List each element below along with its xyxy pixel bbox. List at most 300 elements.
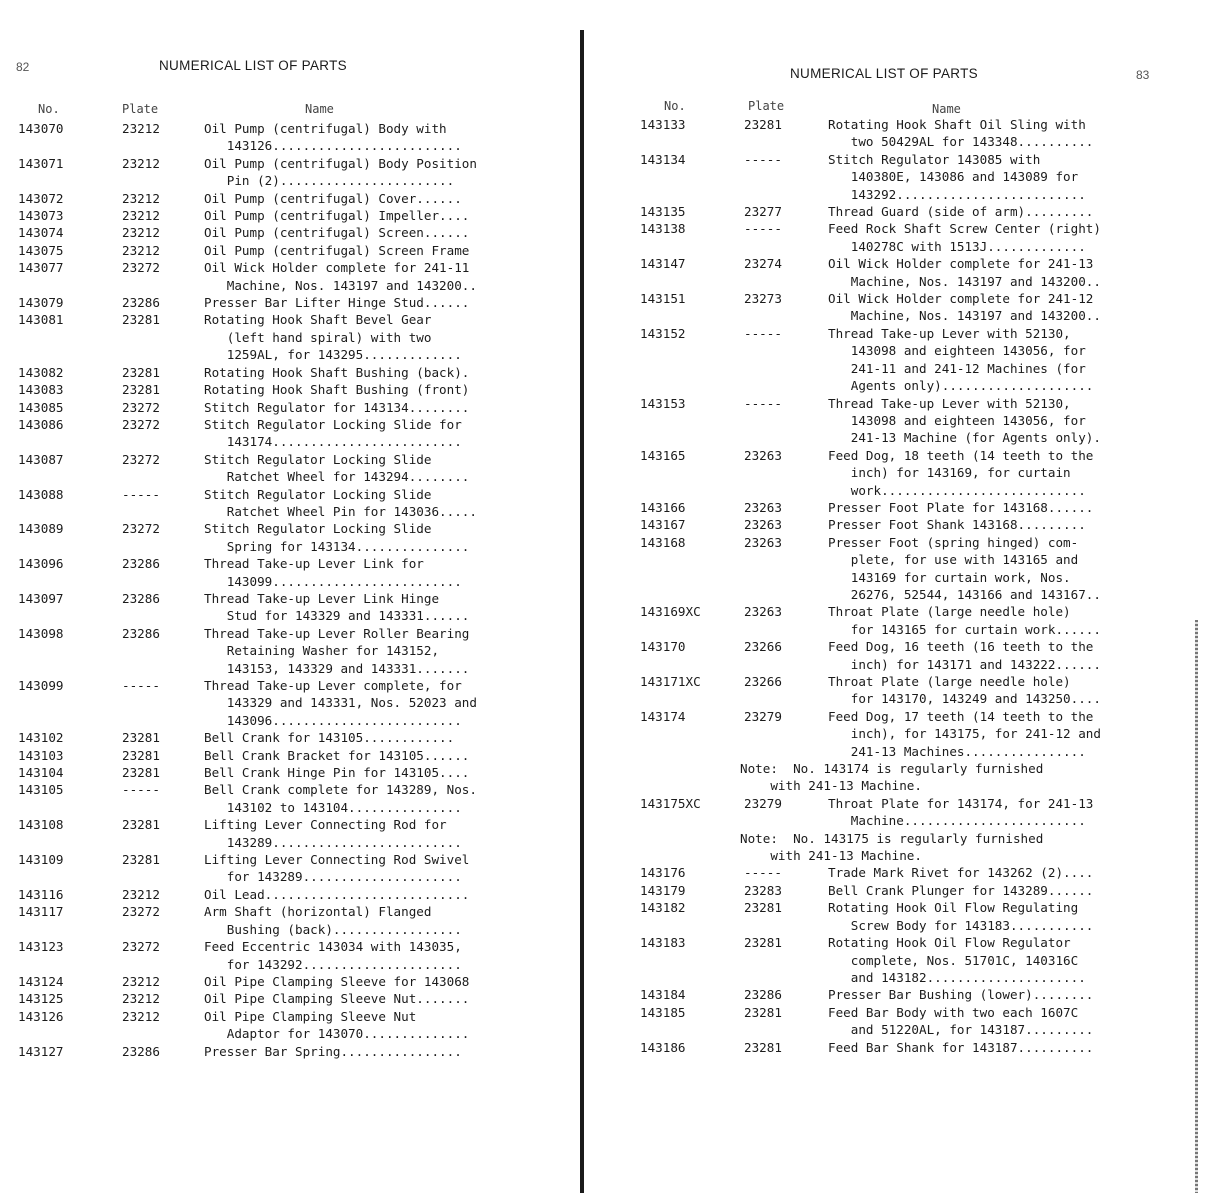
part-row — [18, 294, 477, 311]
part-name — [828, 325, 1101, 395]
part-name — [204, 903, 477, 938]
left-page — [0, 0, 575, 1193]
part-name — [204, 781, 477, 816]
part-row — [640, 290, 1101, 325]
plate-number: 23281 — [122, 817, 160, 833]
part-name-line: Rotating Hook Oil Flow Regulator — [828, 935, 1071, 951]
part-name-line: Ratchet Wheel Pin for 143036..... — [204, 503, 477, 519]
part-row — [18, 590, 477, 625]
part-name — [204, 973, 477, 990]
plate-number: 23273 — [744, 291, 782, 307]
part-number: 143176 — [640, 865, 686, 881]
part-number: 143073 — [18, 208, 64, 224]
part-number: 143086 — [18, 416, 64, 432]
part-name — [828, 534, 1101, 604]
part-row — [640, 516, 1101, 533]
part-name-line: Screw Body for 143183........... — [828, 917, 1094, 933]
part-name-line: (left hand spiral) with two — [204, 329, 432, 345]
plate-number: ----- — [744, 325, 782, 341]
part-number: 143087 — [18, 451, 64, 467]
part-number: 143097 — [18, 590, 64, 606]
part-name-line: Arm Shaft (horizontal) Flanged — [204, 904, 432, 920]
plate-number: 23212 — [122, 155, 160, 171]
part-name — [204, 1043, 477, 1060]
part-row — [640, 1004, 1101, 1039]
part-name — [204, 242, 477, 259]
part-name-line: Throat Plate (large needle hole) — [828, 674, 1071, 689]
part-name-line: inch) for 143169, for curtain — [828, 465, 1071, 481]
part-number: 143135 — [640, 204, 686, 220]
part-row — [640, 934, 1101, 986]
part-row — [640, 220, 1101, 255]
header-name: Name — [305, 102, 334, 116]
plate-number: 23281 — [122, 765, 160, 781]
part-name-line: 140380E, 143086 and 143089 for — [828, 169, 1079, 185]
part-name — [828, 899, 1101, 934]
part-number: 143186 — [640, 1039, 686, 1055]
part-name — [828, 934, 1101, 986]
part-name-line: 1259AL, for 143295............. — [204, 347, 462, 363]
part-row — [18, 416, 477, 451]
part-name-line: 143153, 143329 and 143331....... — [204, 660, 470, 676]
part-number: 143151 — [640, 291, 686, 307]
plate-number: 23281 — [744, 117, 782, 132]
part-name-line: and 143182..................... — [828, 969, 1086, 985]
part-name — [204, 311, 477, 363]
part-name-line: Machine, Nos. 143197 and 143200.. — [828, 273, 1101, 289]
part-name-line: Oil Wick Holder complete for 241-13 — [828, 256, 1094, 272]
part-number: 143108 — [18, 817, 64, 833]
part-name — [204, 1008, 477, 1043]
part-name-line: Oil Wick Holder complete for 241-11 — [204, 260, 470, 276]
part-number: 143102 — [18, 730, 64, 746]
book-spine — [580, 30, 584, 1193]
part-name — [204, 399, 477, 416]
part-name-line: Presser Bar Lifter Hinge Stud...... — [204, 295, 470, 311]
part-row — [18, 816, 477, 851]
header-plate: Plate — [748, 99, 785, 113]
part-name-line: two 50429AL for 143348.......... — [828, 134, 1094, 150]
part-name-line: Machine, Nos. 143197 and 143200.. — [204, 277, 477, 293]
part-name-line: Bell Crank Hinge Pin for 143105.... — [204, 765, 470, 781]
part-name-line: for 143292..................... — [204, 956, 462, 972]
part-name — [204, 451, 477, 486]
part-name-line: Agents only).................... — [828, 378, 1094, 394]
part-row — [640, 708, 1101, 795]
part-row — [640, 395, 1101, 447]
part-name — [828, 864, 1101, 881]
part-name — [828, 1039, 1101, 1056]
plate-number: 23212 — [122, 886, 160, 902]
part-row — [640, 1039, 1101, 1056]
part-row — [18, 520, 477, 555]
part-row — [640, 203, 1101, 220]
part-name-line: Spring for 143134............... — [204, 538, 470, 554]
part-row — [18, 625, 477, 677]
part-number: 143153 — [640, 395, 686, 411]
plate-number: 23281 — [744, 935, 782, 951]
header-name: Name — [932, 102, 961, 116]
plate-number: ----- — [122, 486, 160, 502]
page-edge — [1195, 620, 1198, 1193]
part-row — [18, 729, 477, 746]
part-row — [18, 399, 477, 416]
part-name-line: Throat Plate for 143174, for 241-13 — [828, 795, 1094, 811]
part-name — [204, 729, 477, 746]
part-name-line: Thread Take-up Lever Link for — [204, 556, 424, 572]
part-name-line: Bell Crank for 143105............ — [204, 730, 455, 746]
plate-number: 23212 — [122, 1008, 160, 1024]
part-name-line: work........................... — [828, 482, 1086, 498]
part-name-line: for 143170, 143249 and 143250.... — [828, 691, 1101, 707]
parts-list — [640, 116, 1101, 1056]
part-name-line: inch) for 143171 and 143222...... — [828, 656, 1101, 672]
note-line: Note: No. 143174 is regularly furnished — [740, 761, 1044, 777]
part-row — [18, 990, 477, 1007]
plate-number: 23212 — [122, 242, 160, 258]
part-name-line: Retaining Washer for 143152, — [204, 643, 440, 659]
part-name-line: Feed Bar Body with two each 1607C — [828, 1004, 1079, 1020]
part-number: 143096 — [18, 556, 64, 572]
part-row — [640, 255, 1101, 290]
part-number: 143168 — [640, 534, 686, 550]
part-number: 143185 — [640, 1004, 686, 1020]
part-row — [640, 899, 1101, 934]
part-row — [18, 973, 477, 990]
part-number: 143179 — [640, 882, 686, 898]
part-name — [204, 990, 477, 1007]
plate-number: 23277 — [744, 204, 782, 220]
part-number: 143184 — [640, 987, 686, 1003]
part-number: 143116 — [18, 886, 64, 902]
part-number: 143127 — [18, 1043, 64, 1059]
part-name-line: 26276, 52544, 143166 and 143167.. — [828, 586, 1101, 602]
part-row — [18, 381, 477, 398]
part-name-line: 143096......................... — [204, 712, 462, 728]
part-row — [640, 534, 1101, 604]
part-row — [18, 242, 477, 259]
part-name-line: Stitch Regulator Locking Slide for — [204, 416, 462, 432]
part-number: 143174 — [640, 708, 686, 724]
part-row — [18, 677, 477, 729]
page-title: NUMERICAL LIST OF PARTS — [159, 58, 347, 73]
part-name-line: Bell Crank complete for 143289, Nos. — [204, 782, 477, 798]
part-name-line: Rotating Hook Shaft Bushing (front) — [204, 382, 470, 398]
part-name-line: 143098 and eighteen 143056, for — [828, 343, 1086, 359]
part-row — [18, 311, 477, 363]
plate-number: 23212 — [122, 121, 160, 136]
part-name-line: Presser Foot Plate for 143168...... — [828, 499, 1094, 515]
header-no: No. — [664, 99, 686, 113]
part-name — [204, 590, 477, 625]
part-name-line: Oil Pump (centrifugal) Screen Frame — [204, 242, 470, 258]
part-row — [640, 673, 1101, 708]
part-name-line: Adaptor for 143070.............. — [204, 1026, 470, 1042]
part-name-line: Throat Plate (large needle hole) — [828, 604, 1071, 620]
part-name — [828, 516, 1101, 533]
plate-number: 23272 — [122, 521, 160, 537]
part-name — [204, 486, 477, 521]
part-number: 143166 — [640, 499, 686, 515]
part-name — [204, 886, 477, 903]
plate-number: 23263 — [744, 499, 782, 515]
part-row — [640, 638, 1101, 673]
plate-number: 23286 — [122, 556, 160, 572]
part-name-line: Presser Foot (spring hinged) com- — [828, 534, 1079, 550]
part-number: 143183 — [640, 935, 686, 951]
part-name-line: Thread Guard (side of arm)......... — [828, 204, 1094, 220]
part-name-line: 143098 and eighteen 143056, for — [828, 412, 1086, 428]
part-number: 143085 — [18, 399, 64, 415]
part-row — [18, 555, 477, 590]
part-number: 143103 — [18, 747, 64, 763]
part-name — [204, 224, 477, 241]
part-row — [18, 764, 477, 781]
part-number: 143075 — [18, 242, 64, 258]
plate-number: 23272 — [122, 260, 160, 276]
part-name-line: Oil Pump (centrifugal) Cover...... — [204, 190, 462, 206]
part-name-line: 143169 for curtain work, Nos. — [828, 569, 1071, 585]
part-name — [204, 851, 477, 886]
part-name-line: Rotating Hook Shaft Bevel Gear — [204, 312, 432, 328]
part-row — [18, 903, 477, 938]
part-name-line: Thread Take-up Lever with 52130, — [828, 395, 1071, 411]
part-name — [204, 416, 477, 451]
part-name-line: Feed Dog, 16 teeth (16 teeth to the — [828, 639, 1094, 655]
part-name-line: 143102 to 143104............... — [204, 799, 462, 815]
part-name-line: Bell Crank Plunger for 143289...... — [828, 882, 1094, 898]
part-name-line: Feed Dog, 17 teeth (14 teeth to the — [828, 708, 1094, 724]
part-row — [18, 1008, 477, 1043]
part-name-line: Feed Dog, 18 teeth (14 teeth to the — [828, 447, 1094, 463]
part-row — [18, 451, 477, 486]
page-number: 83 — [1136, 68, 1150, 82]
plate-number: 23283 — [744, 882, 782, 898]
part-name — [828, 151, 1101, 203]
part-number: 143165 — [640, 447, 686, 463]
part-name-line: inch), for 143175, for 241-12 and — [828, 726, 1101, 742]
part-name-line: for 143165 for curtain work...... — [828, 621, 1101, 637]
plate-number: 23263 — [744, 534, 782, 550]
plate-number: 23286 — [122, 295, 160, 311]
plate-number: 23263 — [744, 447, 782, 463]
plate-number: 23272 — [122, 904, 160, 920]
plate-number: 23272 — [122, 399, 160, 415]
plate-number: 23212 — [122, 208, 160, 224]
part-name-line: Rotating Hook Shaft Bushing (back). — [204, 364, 470, 380]
part-number: 143070 — [18, 121, 64, 136]
part-name — [204, 938, 477, 973]
part-name-line: Rotating Hook Oil Flow Regulating — [828, 900, 1079, 916]
part-number: 143071 — [18, 155, 64, 171]
part-name — [828, 499, 1101, 516]
part-name-line: Stitch Regulator Locking Slide — [204, 521, 432, 537]
part-name-line: Stitch Regulator 143085 with — [828, 151, 1041, 167]
header-no: No. — [38, 102, 60, 116]
part-name — [828, 882, 1101, 899]
part-row — [18, 364, 477, 381]
plate-number: 23281 — [744, 900, 782, 916]
part-number: 143175XC — [640, 795, 701, 811]
plate-number: 23286 — [122, 625, 160, 641]
part-name-line: Oil Pipe Clamping Sleeve Nut — [204, 1008, 417, 1024]
part-name — [204, 520, 477, 555]
plate-number: 23272 — [122, 451, 160, 467]
plate-number: 23286 — [744, 987, 782, 1003]
plate-number: 23272 — [122, 939, 160, 955]
part-name-line: Lifting Lever Connecting Rod Swivel — [204, 852, 470, 868]
part-name-line: Lifting Lever Connecting Rod for — [204, 817, 447, 833]
plate-number: ----- — [744, 151, 782, 167]
part-name-line: Stitch Regulator Locking Slide — [204, 451, 432, 467]
part-name — [828, 116, 1101, 151]
part-name-line: Machine, Nos. 143197 and 143200.. — [828, 308, 1101, 324]
part-name — [828, 447, 1101, 499]
part-name-line: Rotating Hook Shaft Oil Sling with — [828, 117, 1086, 132]
plate-number: ----- — [744, 221, 782, 237]
part-name — [828, 220, 1101, 255]
part-number: 143088 — [18, 486, 64, 502]
header-plate: Plate — [122, 102, 159, 116]
part-name-line: Presser Bar Bushing (lower)........ — [828, 987, 1094, 1003]
part-name — [204, 294, 477, 311]
part-number: 143098 — [18, 625, 64, 641]
part-name-line: Oil Pump (centrifugal) Screen...... — [204, 225, 470, 241]
part-name — [828, 986, 1101, 1003]
part-row — [18, 259, 477, 294]
plate-number: 23281 — [744, 1039, 782, 1055]
part-name-line: Thread Take-up Lever complete, for — [204, 678, 462, 693]
part-name-line: Stud for 143329 and 143331...... — [204, 608, 470, 624]
part-name-line: Thread Take-up Lever Roller Bearing — [204, 625, 470, 641]
plate-number: 23286 — [122, 590, 160, 606]
part-number: 143167 — [640, 517, 686, 533]
part-name-line: Trade Mark Rivet for 143262 (2).... — [828, 865, 1094, 881]
part-row — [18, 486, 477, 521]
part-name-line: and 51220AL, for 143187......... — [828, 1022, 1094, 1038]
part-number: 143124 — [18, 973, 64, 989]
part-row — [640, 447, 1101, 499]
part-number: 143104 — [18, 765, 64, 781]
part-name-line: Thread Take-up Lever with 52130, — [828, 325, 1071, 341]
part-number: 143123 — [18, 939, 64, 955]
part-row — [640, 116, 1101, 151]
part-name — [204, 555, 477, 590]
part-number: 143169XC — [640, 604, 701, 620]
part-name — [204, 764, 477, 781]
part-name-line: Pin (2)....................... — [204, 173, 455, 189]
plate-number: 23281 — [122, 364, 160, 380]
part-name-line: 241-13 Machines................ — [828, 743, 1086, 759]
part-name-line: Stitch Regulator Locking Slide — [204, 486, 432, 502]
part-row — [18, 120, 477, 155]
plate-number: 23266 — [744, 674, 782, 689]
part-name-line: Stitch Regulator for 143134........ — [204, 399, 470, 415]
plate-number: 23279 — [744, 795, 782, 811]
part-name-line: for 143289..................... — [204, 869, 462, 885]
part-name-line: plete, for use with 143165 and — [828, 552, 1079, 568]
plate-number: 23212 — [122, 190, 160, 206]
part-name-line: Oil Pipe Clamping Sleeve for 143068 — [204, 973, 470, 989]
part-number: 143082 — [18, 364, 64, 380]
part-name-line: 143289......................... — [204, 834, 462, 850]
part-row — [18, 190, 477, 207]
part-name — [204, 625, 477, 677]
part-row — [640, 882, 1101, 899]
part-row — [18, 224, 477, 241]
note-line: Note: No. 143175 is regularly furnished — [740, 830, 1044, 846]
plate-number: 23281 — [122, 382, 160, 398]
part-name — [204, 190, 477, 207]
plate-number: 23281 — [122, 747, 160, 763]
part-number: 143077 — [18, 260, 64, 276]
part-number: 143152 — [640, 325, 686, 341]
part-number: 143079 — [18, 295, 64, 311]
part-name-line: Oil Pump (centrifugal) Body Position — [204, 155, 477, 171]
part-name-line: Oil Pump (centrifugal) Impeller.... — [204, 208, 470, 224]
part-number: 143125 — [18, 991, 64, 1007]
part-number: 143109 — [18, 852, 64, 868]
part-name-line: Presser Bar Spring................ — [204, 1043, 462, 1059]
part-name — [204, 207, 477, 224]
part-number: 143083 — [18, 382, 64, 398]
part-name-line: Presser Foot Shank 143168......... — [828, 517, 1086, 533]
plate-number: 23266 — [744, 639, 782, 655]
part-name — [828, 708, 1101, 760]
plate-number: 23274 — [744, 256, 782, 272]
plate-number: 23281 — [744, 1004, 782, 1020]
part-row — [640, 795, 1101, 865]
plate-number: 23212 — [122, 991, 160, 1007]
part-number: 143138 — [640, 221, 686, 237]
part-row — [18, 747, 477, 764]
part-number: 143147 — [640, 256, 686, 272]
part-name — [828, 603, 1101, 638]
part-name — [204, 747, 477, 764]
plate-number: 23281 — [122, 852, 160, 868]
part-number: 143089 — [18, 521, 64, 537]
note-line: with 241-13 Machine. — [740, 778, 922, 794]
part-name-line: Thread Take-up Lever Link Hinge — [204, 590, 440, 606]
plate-number: 23263 — [744, 517, 782, 533]
note-line: with 241-13 Machine. — [740, 848, 922, 864]
part-name — [204, 677, 477, 729]
part-name-line: 143099......................... — [204, 573, 462, 589]
part-row — [640, 151, 1101, 203]
part-name — [204, 816, 477, 851]
page-number: 82 — [16, 60, 30, 74]
part-number: 143171XC — [640, 674, 701, 689]
part-name-line: Oil Pump (centrifugal) Body with — [204, 121, 447, 136]
plate-number: 23272 — [122, 416, 160, 432]
part-name-line: Feed Rock Shaft Screw Center (right) — [828, 221, 1101, 237]
part-number: 143126 — [18, 1008, 64, 1024]
part-row — [18, 207, 477, 224]
plate-number: 23212 — [122, 225, 160, 241]
part-name-line: Bell Crank Bracket for 143105...... — [204, 747, 470, 763]
plate-number: 23279 — [744, 708, 782, 724]
page-title: NUMERICAL LIST OF PARTS — [790, 66, 978, 81]
parts-list — [18, 120, 477, 1060]
right-page — [592, 0, 1192, 1193]
part-row — [18, 781, 477, 816]
part-row — [18, 851, 477, 886]
part-name-line: 140278C with 1513J............. — [828, 238, 1086, 254]
plate-number: 23212 — [122, 973, 160, 989]
plate-number: ----- — [122, 782, 160, 798]
plate-number: ----- — [744, 395, 782, 411]
part-name-line: Feed Bar Shank for 143187.......... — [828, 1039, 1094, 1055]
